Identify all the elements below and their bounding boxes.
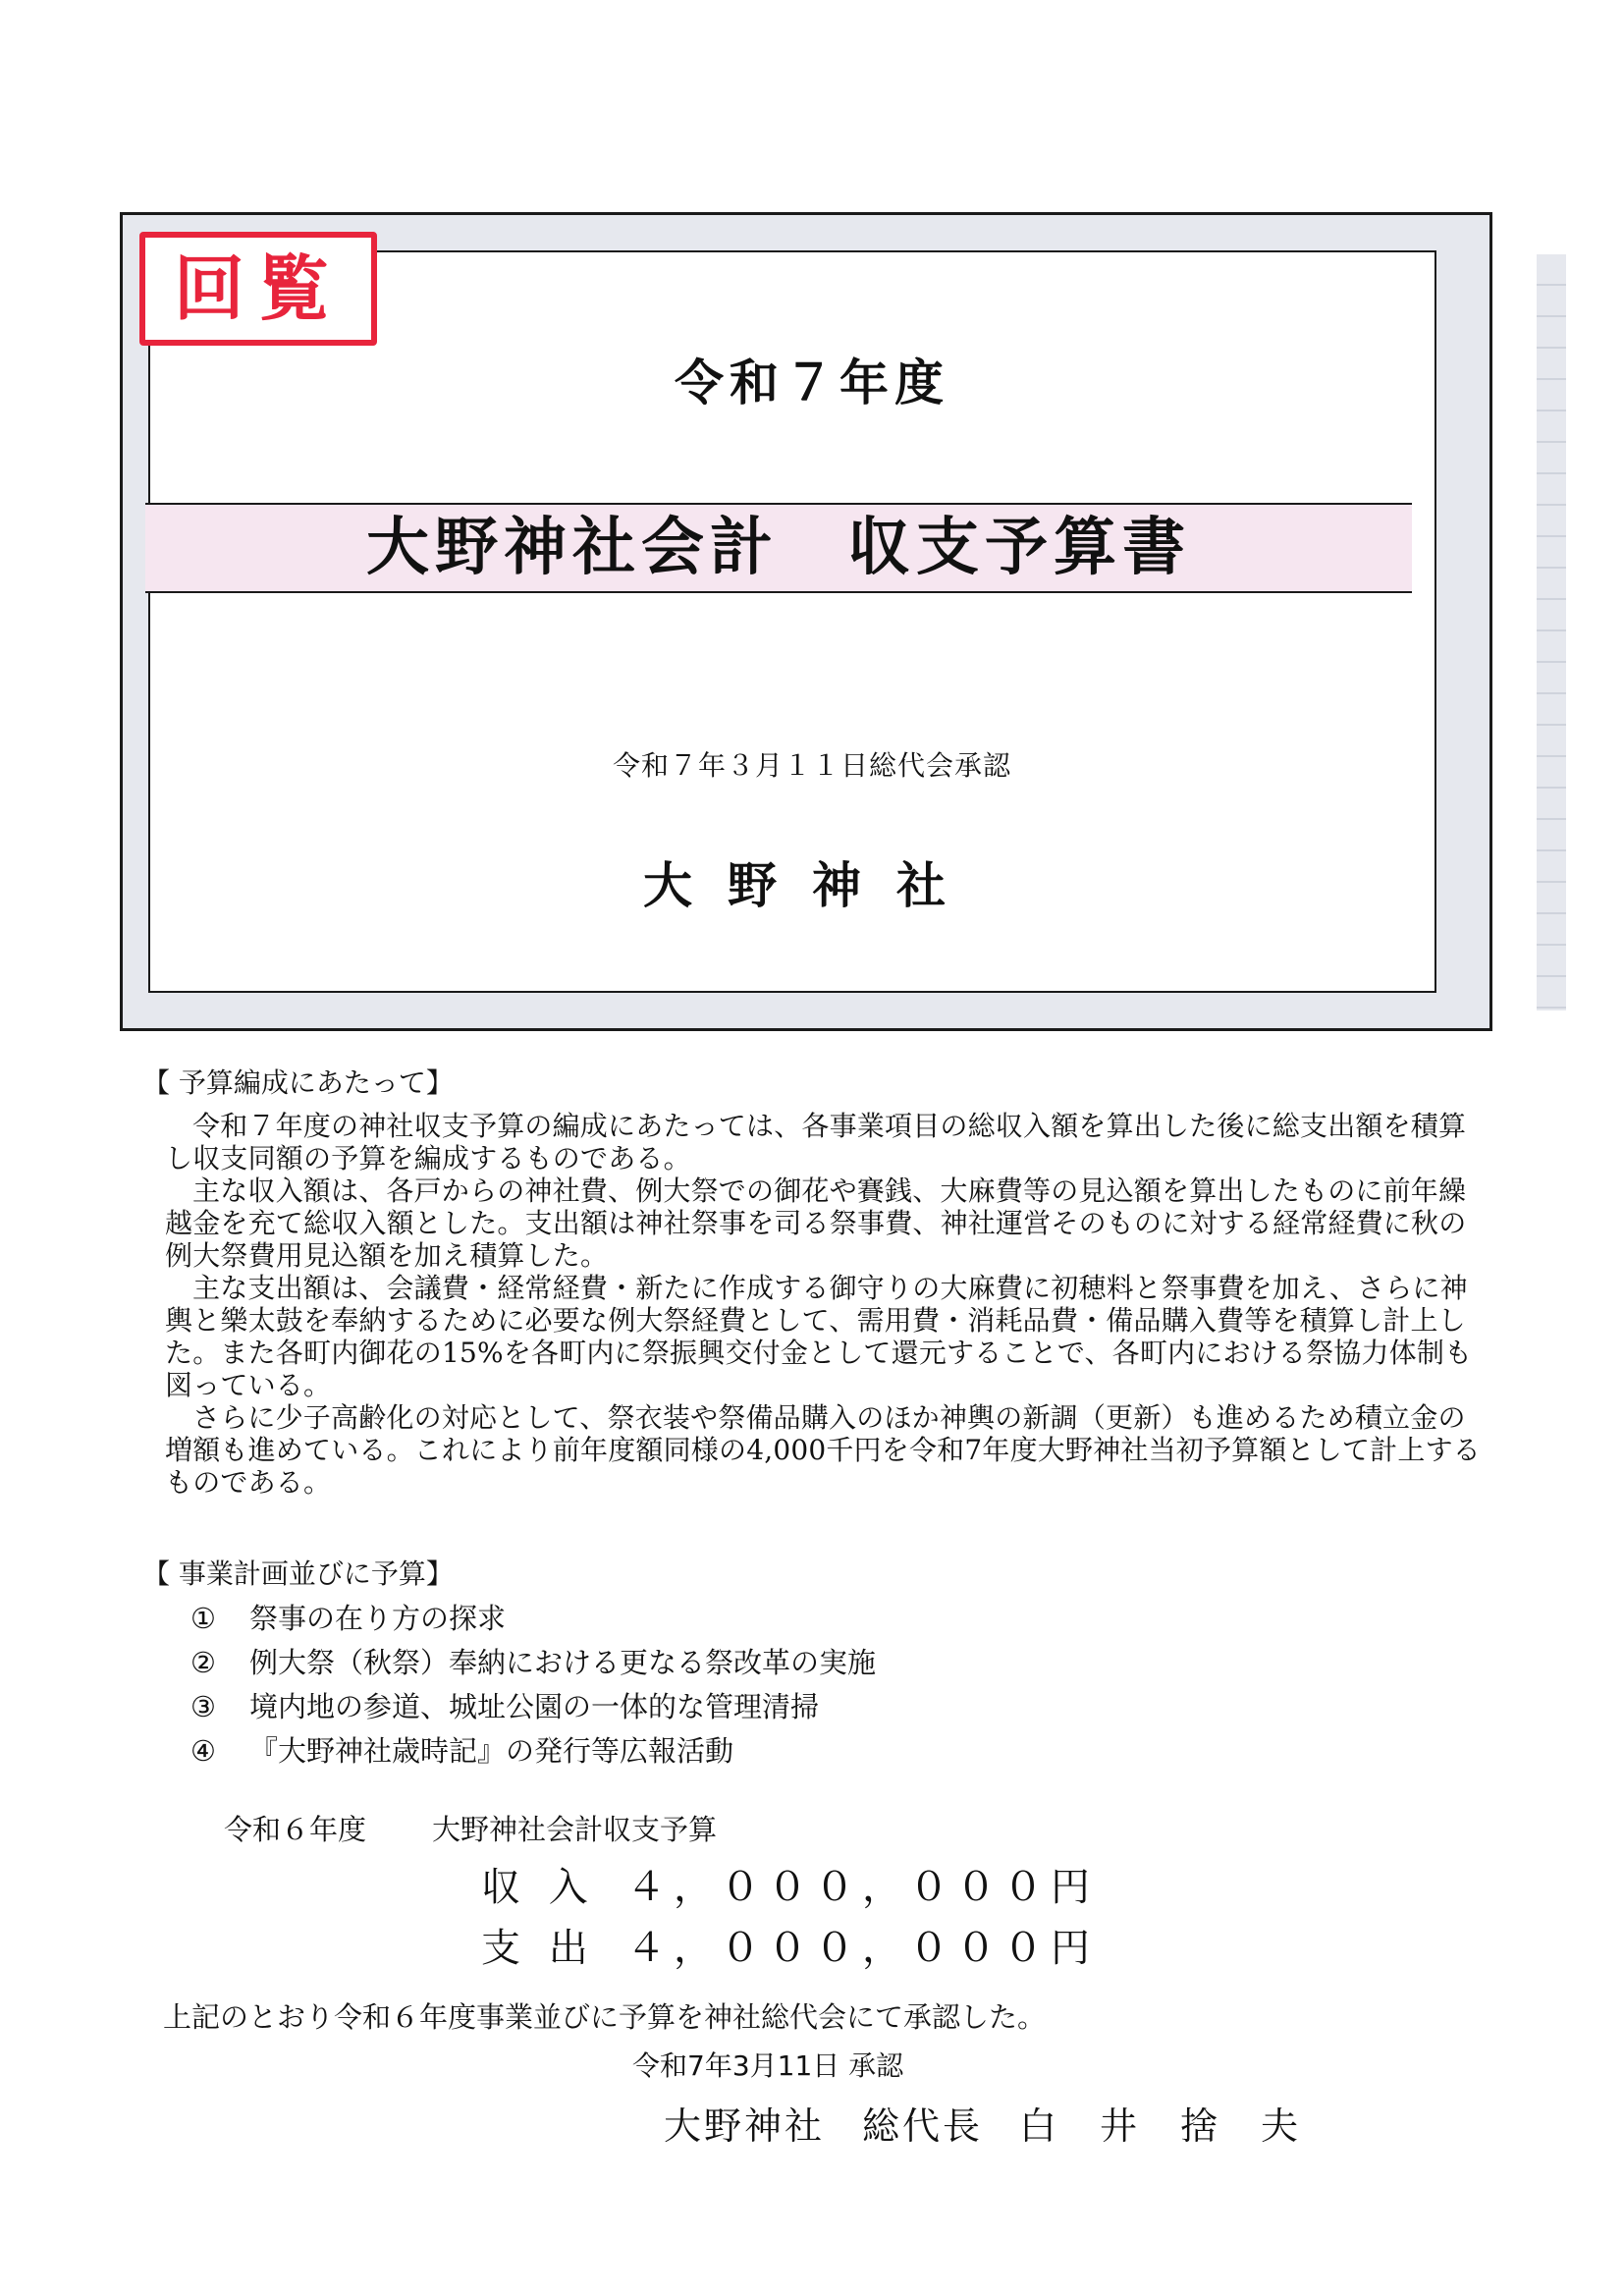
- list-item-number: ②: [190, 1646, 216, 1679]
- intro-body: [165, 1110, 1481, 1499]
- list-item-text: 境内地の参道、城址公園の一体的な管理清掃: [249, 1690, 820, 1723]
- cover-approval-line: 令和７年３月１１日総代会承認: [612, 749, 1011, 782]
- approval-note: 上記のとおり令和６年度事業並びに予算を神社総代会にて承認した。: [163, 2000, 1047, 2034]
- budget-income-row: [481, 1856, 1098, 1912]
- intro-paragraph: 主な収入額は、各戸からの神社費、例大祭での御花や賽銭、大麻費等の見込額を算出したものに前年繰越金を充て総収入額とした。支出額は神社祭事を司る祭事費、神社運営そのものに対する経常経費に秋の例大祭費用見込額を加え積算した。: [165, 1174, 1467, 1272]
- list-item: [190, 1729, 876, 1774]
- cover-shrine-name: 大野神社: [643, 856, 981, 914]
- intro-paragraph: 令和７年度の神社収支予算の編成にあたっては、各事業項目の総収入額を算出した後に総支出額を積算し収支同額の予算を編成するものである。: [165, 1110, 1467, 1174]
- list-item-number: ④: [190, 1734, 216, 1768]
- signature-name: 白 井 捨 夫: [1019, 2104, 1302, 2148]
- expense-value: ４，０００，０００円: [626, 1926, 1098, 1971]
- budget-year: 令和６年度: [224, 1813, 367, 1846]
- intro-section-heading: 【 予算編成にあたって】: [142, 1066, 454, 1099]
- list-item-text: 祭事の在り方の探求: [249, 1602, 507, 1635]
- list-item-text: 『大野神社歳時記』の発行等広報活動: [249, 1734, 734, 1768]
- list-item-text: 例大祭（秋祭）奉納における更なる祭改革の実施: [249, 1646, 877, 1679]
- list-item: [190, 1597, 876, 1641]
- list-item-number: ①: [190, 1602, 216, 1635]
- signature-line: [664, 2096, 1301, 2150]
- list-item-number: ③: [190, 1690, 216, 1723]
- document-title: 大野神社会計 収支予算書: [145, 503, 1412, 593]
- budget-caption: [224, 1808, 717, 1848]
- list-item: [190, 1641, 876, 1685]
- intro-paragraph: 主な支出額は、会議費・経常経費・新たに作成する御守りの大麻費に初穂料と祭事費を加え、さらに神輿と樂太鼓を奉納するために必要な例大祭経費として、需用費・消耗品費・備品購入費等を積算し計上した。また各町内御花の15%を各町内に祭振興交付金として還元することで、各町内における祭協力体制も図っている。: [165, 1272, 1473, 1401]
- fiscal-year-heading: 令和７年度: [675, 354, 949, 411]
- income-label: 収 入: [481, 1865, 596, 1910]
- budget-expense-row: [481, 1917, 1098, 1973]
- signature-role: 総代長: [862, 2104, 984, 2148]
- income-value: ４，０００，０００円: [626, 1865, 1098, 1910]
- intro-paragraph: さらに少子高齢化の対応として、祭衣装や祭備品購入のほか神輿の新調（更新）も進めるため積立金の増額も進めている。これにより前年度額同様の4,000千円を令和7年度大野神社当初予算額として計上するものである。: [165, 1401, 1481, 1499]
- approval-date: 令和7年3月11日 承認: [632, 2049, 904, 2082]
- signature-org: 大野神社: [664, 2104, 826, 2148]
- list-item: [190, 1685, 876, 1729]
- plan-section-heading: 【 事業計画並びに予算】: [142, 1557, 454, 1590]
- expense-label: 支 出: [481, 1926, 596, 1971]
- circulation-stamp: 回覧: [139, 232, 377, 346]
- plan-list: [190, 1597, 876, 1774]
- budget-title: 大野神社会計収支予算: [432, 1813, 718, 1846]
